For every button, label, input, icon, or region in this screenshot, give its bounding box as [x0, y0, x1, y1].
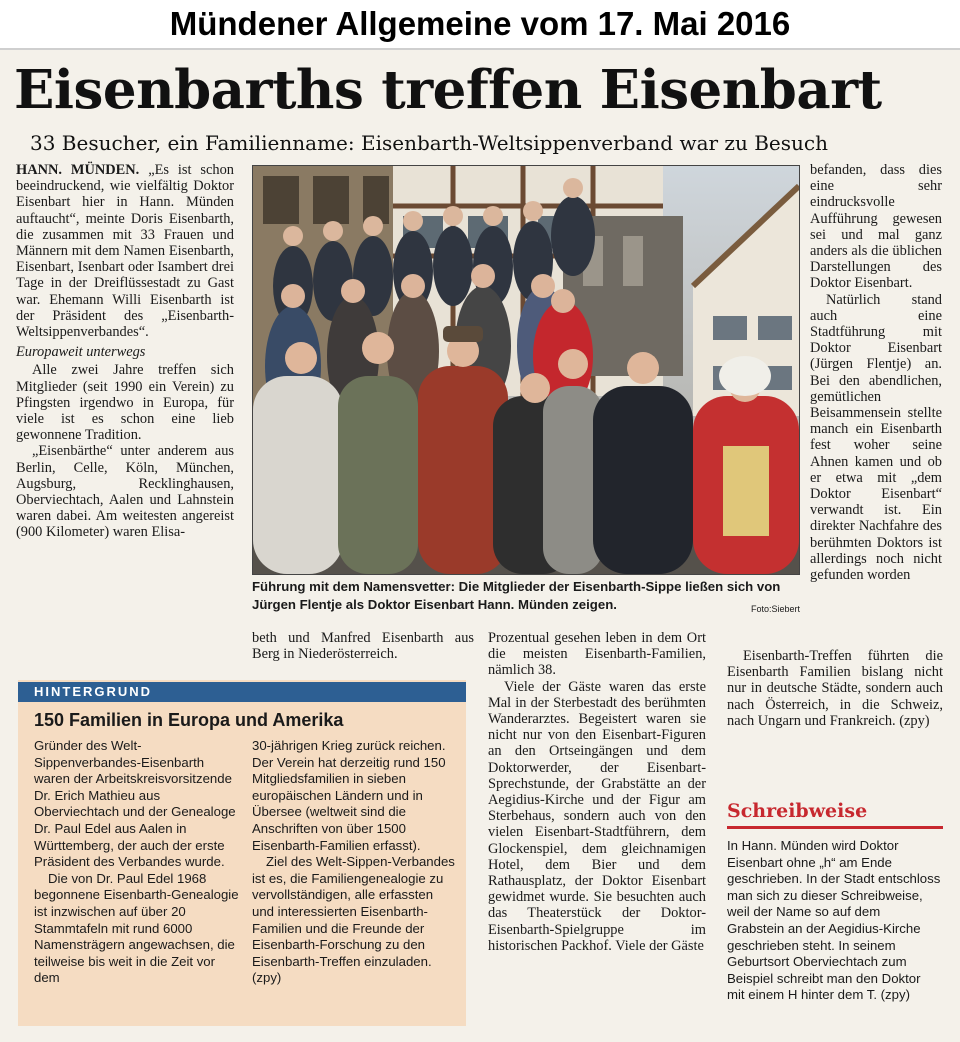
paragraph: „Eisenbärthe“ unter anderem aus Berlin, Celle, Köln, München, Augsburg, Recklinghausen, Oberviechtach, Aalen und Lahnstein waren dabei. Am weitesten angereist (900 Kilometer) waren Elisa- [16, 443, 234, 541]
paragraph: Gründer des Welt-Sippenverbandes-Eisenbarth waren der Arbeitskreisvorsitzende Dr. Erich Mathieu aus Oberviechtach und der Genealoge Dr. Paul Edel aus Aalen in Württemberg, der auch der erste Präsident des Verbandes wurde. [34, 738, 236, 870]
article-column-right2 [727, 648, 943, 778]
article-column-right [810, 162, 942, 682]
group-photo [252, 165, 800, 575]
caption-text: Führung mit dem Namensvetter: Die Mitglieder der Eisenbarth-Sippe ließen sich von Jürgen Flentje als Doktor Eisenbart Hann. Münden zeigen. [252, 579, 781, 612]
subheadline: 33 Besucher, ein Familienname: Eisenbarth-Weltsippenverband war zu Besuch [30, 131, 828, 155]
paragraph: Alle zwei Jahre treffen sich Mitglieder (seit 1990 ein Verein) zu Pfingsten irgendwo in Europa, für viele ist es schon eine lieb gewonnene Tradition. [16, 362, 234, 444]
photo-caption [252, 578, 800, 618]
paragraph: beth und Manfred Eisenbarth aus Berg in Niederösterreich. [252, 630, 474, 663]
banner-title: Mündener Allgemeine vom 17. Mai 2016 [0, 0, 960, 50]
article-column-left [16, 162, 234, 667]
paragraph: In Hann. Münden wird Doktor Eisenbart ohne „h“ am Ende geschrieben. In der Stadt entschloss man sich zu dieser Schreibweise, weil der Name so auf dem Grabstein an der Aegidius-Kirche geschrieben steht. In seinem Geburtsort Oberviechtach zum Beispiel schreibt man den Doktor mit einem H hinter dem T. (zpy) [727, 838, 941, 1003]
section-subhead: Europaweit unterwegs [16, 344, 146, 361]
paragraph: 30-jährigen Krieg zurück reichen. Der Verein hat derzeitig rund 150 Mitgliedsfamilien in sieben europäischen Ländern und in Übersee (weltweit sind die Anschriften von über 1500 Eisenbarth-Familien erfasst). [252, 738, 446, 853]
paragraph: „Es ist schon beeindruckend, wie vielfältig Doktor Eisenbart hier in Hann. Münden auftaucht“, meinte Doris Eisenbarth, die zusammen mit 33 Frauen und Männern mit dem Namen Eisenbarth, Eisenbart, Isenbart oder Isambert drei Tage in der Dreiflüssestadt zu Gast war. Ehemann Willi Eisenbarth ist der Präsident des „Eisenbarth-Weltsippenverbandes“. [16, 162, 234, 341]
article-column-mid1 [252, 630, 474, 670]
paragraph: befanden, dass dies eine sehr eindrucksvolle Aufführung gewesen sei und mal ganz anders als die üblichen Darstellungen des Doktor Eisenbart. [810, 162, 942, 292]
group-photo-illustration [253, 166, 799, 574]
paragraph: Natürlich stand auch eine Stadtführung mit Doktor Eisenbart (Jürgen Flentje) an. Bei den abendlichen, gemütlichen Beisammensein stellte manch ein Eisenbarth fest woher seine Ahnen kamen und ob er etwa mit „dem Doktor Eisenbart“ verwandt ist. Ein direkter Nachfahre des berühmten Doktors ist allerdings noch nicht gefunden worden [810, 291, 942, 584]
hintergrund-title: 150 Familien in Europa und Amerika [34, 710, 344, 730]
article-column-mid2 [488, 630, 706, 1030]
paragraph: Eisenbarth-Treffen führten die Eisenbarth Familien bislang nicht nur in deutsche Städte, sondern auch nach Österreich, in die Schweiz, nach Ungarn und Frankreich. (zpy) [727, 648, 943, 729]
dateline: HANN. MÜNDEN. [16, 162, 140, 178]
photo-credit: Foto:Siebert [750, 604, 800, 614]
hintergrund-column-2 [252, 738, 456, 1023]
schreibweise-body [727, 838, 941, 1033]
paragraph: Viele der Gäste waren das erste Mal in der Sterbestadt des berühmten Wanderarztes. Begeistert waren sie nicht nur von den Eisenbart-Figuren an den Ortseingängen und dem Doktorwerder, der Eisenbart-Sprechstunde, der Grabstätte an der Aegidius-Kirche und der Figur am Sterbehaus, sondern auch von den vielen Eisenbart-Stadtführern, dem Glockenspiel, dem gleichnamigen Hotel, dem Bier und dem Rathausplatz, der Doktor Eisenbart gewidmet wurde. Sie besuchten auch das Theaterstück der Doktor-Eisenbarth-Spielgruppe im historischen Packhof. Viele der Gäste [488, 678, 706, 954]
headline: Eisenbarths treffen Eisenbart [14, 59, 882, 121]
schreibweise-title: Schreibweise [727, 800, 868, 822]
hintergrund-column-1 [34, 738, 242, 1023]
schreibweise-rule [727, 826, 943, 829]
paragraph: Prozentual gesehen leben in dem Ort die meisten Eisenbarth-Familien, nämlich 38. [488, 630, 706, 679]
paragraph: Ziel des Welt-Sippen-Verbandes ist es, die Familiengenealogie zu vervollständigen, alle erfassten und interessierten Eisenbarth-Familien und die Freunde der Eisenbarth-Forschung zu den Eisenbarth-Treffen einzuladen. (zpy) [252, 854, 455, 986]
paragraph: Die von Dr. Paul Edel 1968 begonnene Eisenbarth-Genealogie ist inzwischen auf über 20 Stammtafeln mit rund 6000 Namensträgern angewachsen, die teilweise bis weit in die Zeit vor dem [34, 870, 239, 986]
hintergrund-label: HINTERGRUND [18, 682, 466, 702]
